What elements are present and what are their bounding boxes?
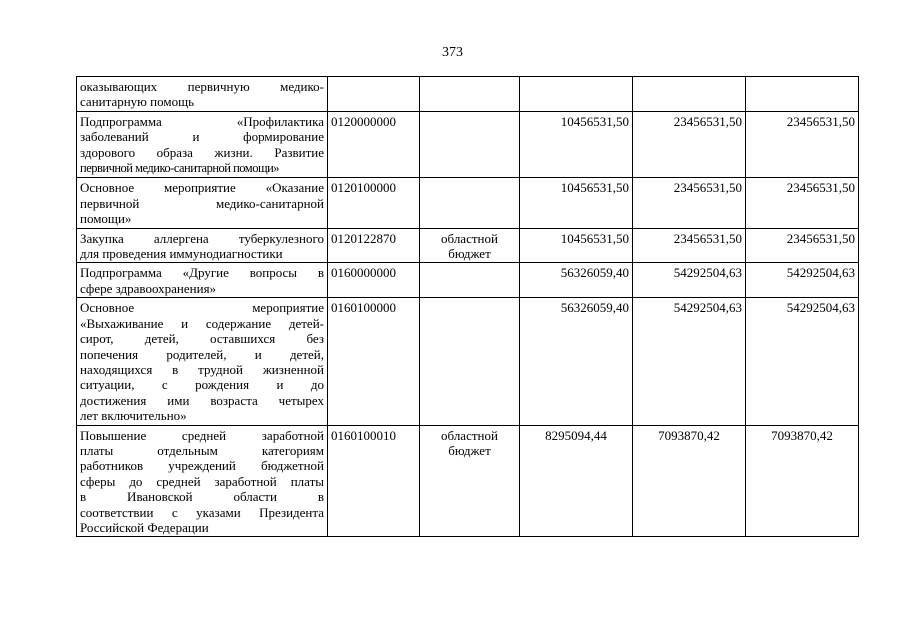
row-name-line: сфере здравоохранения» bbox=[80, 280, 217, 296]
row-name-line: достижения ими возраста четырех bbox=[80, 392, 324, 408]
row-value-3-cell: 23456531,50 bbox=[746, 178, 859, 228]
row-name-line: лет включительно» bbox=[80, 408, 187, 424]
row-name-cell bbox=[77, 178, 328, 228]
row-name-cell bbox=[77, 298, 328, 425]
row-value-2-cell: 23456531,50 bbox=[633, 111, 746, 178]
row-source-cell: областной бюджет bbox=[420, 228, 520, 263]
row-name-line: Подпрограмма «Другие вопросы в bbox=[80, 265, 324, 281]
row-source-cell bbox=[420, 77, 520, 112]
row-name-line: для проведения иммунодиагностики bbox=[80, 246, 283, 262]
row-value-2-cell bbox=[633, 77, 746, 112]
row-name-line: первичной медико-санитарной помощи» bbox=[80, 161, 280, 176]
row-name-cell bbox=[77, 425, 328, 537]
row-value-3-cell: 54292504,63 bbox=[746, 263, 859, 298]
row-name-line: помощи» bbox=[80, 211, 132, 227]
budget-table bbox=[76, 76, 859, 537]
row-name-cell bbox=[77, 263, 328, 298]
row-name-line: Повышение средней заработной bbox=[80, 427, 324, 443]
row-name-line: Подпрограмма «Профилактика bbox=[80, 113, 324, 129]
row-name-line: оказывающих первичную медико- bbox=[80, 79, 324, 94]
row-name-line: соответствии с указами Президента bbox=[80, 504, 324, 520]
row-name-line: здорового образа жизни. Развитие bbox=[80, 144, 324, 160]
table-row bbox=[77, 425, 859, 537]
row-value-2-cell: 54292504,63 bbox=[633, 263, 746, 298]
row-value-1-cell: 10456531,50 bbox=[520, 111, 633, 178]
row-source-cell bbox=[420, 178, 520, 228]
row-value-1-cell: 10456531,50 bbox=[520, 228, 633, 263]
row-value-2-cell: 23456531,50 bbox=[633, 178, 746, 228]
row-code-cell: 0160100010 bbox=[328, 425, 420, 537]
row-name-line: в Ивановской области в bbox=[80, 489, 324, 505]
table-row bbox=[77, 228, 859, 263]
row-source-cell: областной бюджет bbox=[420, 425, 520, 537]
row-code-cell: 0160000000 bbox=[328, 263, 420, 298]
row-value-2-cell: 7093870,42 bbox=[633, 425, 746, 537]
table-row bbox=[77, 298, 859, 425]
row-name-line: находящихся в трудной жизненной bbox=[80, 361, 324, 377]
row-source-cell bbox=[420, 263, 520, 298]
row-name-line: Российской Федерации bbox=[80, 519, 209, 535]
row-name-line: первичной медико-санитарной bbox=[80, 195, 324, 211]
row-name-line: попечения родителей, и детей, bbox=[80, 346, 324, 362]
row-source-cell bbox=[420, 111, 520, 178]
row-name-line: «Выхаживание и содержание детей- bbox=[80, 315, 324, 331]
row-name-line: Закупка аллергена туберкулезного bbox=[80, 230, 324, 246]
row-code-cell: 0120100000 bbox=[328, 178, 420, 228]
row-source-cell bbox=[420, 298, 520, 425]
row-code-cell: 0120000000 bbox=[328, 111, 420, 178]
row-value-1-cell: 10456531,50 bbox=[520, 178, 633, 228]
row-value-1-cell: 56326059,40 bbox=[520, 298, 633, 425]
row-value-2-cell: 54292504,63 bbox=[633, 298, 746, 425]
row-name-cell bbox=[77, 228, 328, 263]
row-name-line: сферы до средней заработной платы bbox=[80, 473, 324, 489]
page-number: 373 bbox=[442, 45, 463, 60]
row-value-1-cell: 56326059,40 bbox=[520, 263, 633, 298]
table-row bbox=[77, 111, 859, 178]
row-value-1-cell bbox=[520, 77, 633, 112]
table-row bbox=[77, 77, 859, 112]
row-name-line: работников учреждений бюджетной bbox=[80, 458, 324, 474]
row-name-line: заболеваний и формирование bbox=[80, 129, 324, 145]
row-name-cell bbox=[77, 111, 328, 178]
row-value-3-cell: 7093870,42 bbox=[746, 425, 859, 537]
row-code-cell bbox=[328, 77, 420, 112]
row-value-3-cell: 54292504,63 bbox=[746, 298, 859, 425]
row-name-cell bbox=[77, 77, 328, 112]
row-code-cell: 0160100000 bbox=[328, 298, 420, 425]
row-value-3-cell: 23456531,50 bbox=[746, 111, 859, 178]
row-name-line: Основное мероприятие «Оказание bbox=[80, 180, 324, 196]
row-name-line: Основное мероприятие bbox=[80, 300, 324, 316]
row-code-cell: 0120122870 bbox=[328, 228, 420, 263]
row-value-2-cell: 23456531,50 bbox=[633, 228, 746, 263]
row-name-line: ситуации, с рождения и до bbox=[80, 377, 324, 393]
row-name-line: платы отдельным категориям bbox=[80, 442, 324, 458]
table-row bbox=[77, 178, 859, 228]
row-value-3-cell: 23456531,50 bbox=[746, 228, 859, 263]
table-row bbox=[77, 263, 859, 298]
row-value-1-cell: 8295094,44 bbox=[520, 425, 633, 537]
row-name-line: санитарную помощь bbox=[80, 94, 195, 110]
row-name-line: сирот, детей, оставшихся без bbox=[80, 331, 324, 347]
row-value-3-cell bbox=[746, 77, 859, 112]
